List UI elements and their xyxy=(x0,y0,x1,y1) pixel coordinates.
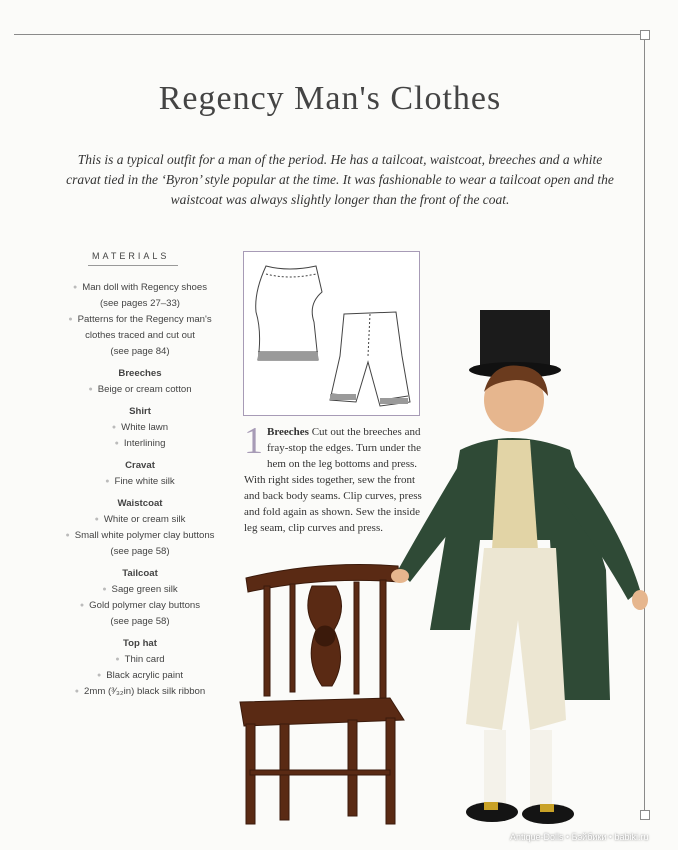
materials-heading: MATERIALS xyxy=(92,251,170,261)
material-item: ● 2mm (³⁄₃₂in) black silk ribbon xyxy=(40,684,240,700)
page-title: Regency Man's Clothes xyxy=(158,80,502,117)
material-item: clothes traced and cut out xyxy=(85,330,195,341)
material-item: ● White or cream silk xyxy=(40,512,240,528)
materials-group-title: Tailcoat xyxy=(122,568,158,579)
step-text: Cut out the breeches and fray-stop the edges. Turn under the hem on the leg bottoms and press. With right sides together, sew the front and back body seams. Clip curves, press and fold again as shown. Sew the inside leg seam, clip curves and press. xyxy=(244,426,422,534)
step-number: 1 xyxy=(244,420,263,462)
material-item: ● Small white polymer clay buttons xyxy=(40,528,240,544)
materials-group-title: Breeches xyxy=(118,368,162,379)
material-item: (see page 58) xyxy=(110,616,170,627)
material-item: ● Beige or cream cotton xyxy=(40,382,240,398)
material-item: ● Gold polymer clay buttons xyxy=(40,598,240,614)
materials-list xyxy=(40,280,240,700)
frame-corner-square xyxy=(640,30,650,40)
step-label: Breeches xyxy=(267,426,309,438)
material-item: ● Man doll with Regency shoes xyxy=(40,280,240,296)
chair-illustration xyxy=(240,565,404,825)
material-item: ● Fine white silk xyxy=(40,474,240,490)
material-item: ● Patterns for the Regency man's xyxy=(40,312,240,328)
material-item: (see page 84) xyxy=(110,346,170,357)
material-item: ● Sage green silk xyxy=(40,582,240,598)
doll-figure xyxy=(391,310,648,824)
watermark-credit: Antique-Dolls • Бэйбики • babiki.ru xyxy=(510,832,649,842)
intro-paragraph: This is a typical outfit for a man of the period. He has a tailcoat, waistcoat, breeches and a white cravat tied in the ‘Byron’ style popular at the time. It was fashionable to wear a tailcoat open and the waistcoat was always slightly longer than the front of the coat. xyxy=(66,152,614,207)
material-item: ● White lawn xyxy=(40,420,240,436)
doll-photo xyxy=(230,300,670,840)
material-item: (see pages 27–33) xyxy=(99,298,180,309)
materials-group-title: Cravat xyxy=(125,460,155,471)
material-item: (see page 58) xyxy=(110,546,170,557)
material-item: ● Thin card xyxy=(40,652,240,668)
materials-group-title: Top hat xyxy=(123,638,157,649)
material-item: ● Black acrylic paint xyxy=(40,668,240,684)
frame-line-top xyxy=(14,34,644,35)
materials-group-title: Shirt xyxy=(129,406,151,417)
material-item: ● Interlining xyxy=(40,436,240,452)
materials-rule xyxy=(88,265,178,266)
materials-group-title: Waistcoat xyxy=(117,498,163,509)
